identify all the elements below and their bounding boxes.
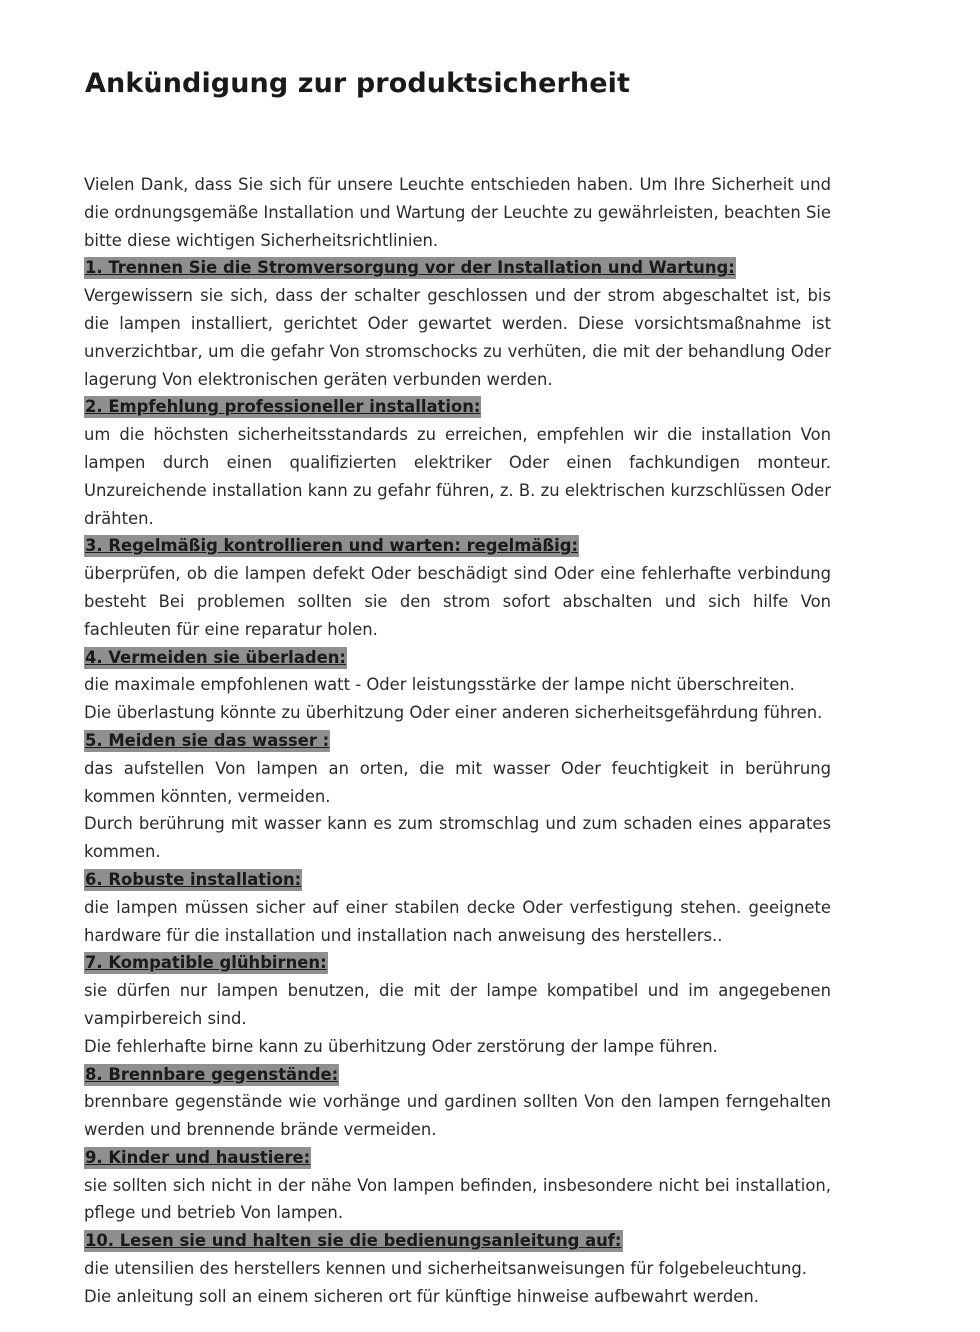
- section-paragraph: Die fehlerhafte birne kann zu überhitzung Oder zerstörung der lampe führen.: [84, 1036, 718, 1056]
- section-heading: 1. Trennen Sie die Stromversorgung vor der Installation und Wartung:: [85, 258, 735, 278]
- section-paragraph: überprüfen, ob die lampen defekt Oder beschädigt sind Oder eine fehlerhafte verbindung besteht Bei problemen sollten sie den strom sofort abschalten und sich hilfe Von fachleuten für eine reparatur holen.: [84, 564, 831, 639]
- section-heading: 2. Empfehlung professioneller installation:: [85, 397, 481, 417]
- section-4: [84, 644, 831, 727]
- section-heading: 3. Regelmäßig kontrollieren und warten: regelmäßig:: [85, 536, 579, 556]
- section-heading: 8. Brennbare gegenstände:: [85, 1064, 339, 1084]
- section-paragraph: brennbare gegenstände wie vorhänge und gardinen sollten Von den lampen ferngehalten werden und brennende brände vermeiden.: [84, 1092, 831, 1140]
- section-paragraph: sie dürfen nur lampen benutzen, die mit der lampe kompatibel und im angegebenen vampirbereich sind.: [84, 981, 831, 1028]
- section-paragraph: Durch berührung mit wasser kann es zum stromschlag und zum schaden eines apparates kommen.: [84, 814, 831, 862]
- section-heading: 7. Kompatible glühbirnen:: [85, 953, 327, 973]
- section-heading: 10. Lesen sie und halten sie die bedienungsanleitung auf:: [85, 1231, 622, 1251]
- section-paragraph: Vergewissern sie sich, dass der schalter geschlossen und der strom abgeschaltet ist, bis die lampen installiert, gerichtet Oder gewartet werden. Diese vorsichtsmaßnahme ist unverzichtbar, um die gefahr Von stromschocks zu verhüten, die mit der behandlung Oder lagerung Von elektronischen geräten verbunden werden.: [84, 286, 831, 389]
- section-heading: 9. Kinder und haustiere:: [85, 1147, 311, 1167]
- section-paragraph: sie sollten sich nicht in der nähe Von lampen befinden, insbesondere nicht bei installation, pflege und betrieb Von lampen.: [84, 1175, 831, 1223]
- section-1: [84, 254, 831, 393]
- section-10: [84, 1227, 831, 1310]
- document-body: [84, 171, 831, 1311]
- section-7: [84, 949, 831, 1060]
- section-paragraph: die lampen müssen sicher auf einer stabilen decke Oder verfestigung stehen. geeignete hardware für die installation und installation nach anweisung des herstellers..: [84, 897, 831, 945]
- section-5: [84, 727, 831, 866]
- section-9: [84, 1144, 831, 1227]
- section-8: [84, 1061, 831, 1144]
- section-paragraph: die maximale empfohlenen watt - Oder leistungsstärke der lampe nicht überschreiten.: [84, 675, 795, 695]
- document-title: Ankündigung zur produktsicherheit: [85, 68, 631, 99]
- section-paragraph: das aufstellen Von lampen an orten, die mit wasser Oder feuchtigkeit in berührung kommen könnten, vermeiden.: [84, 758, 831, 806]
- section-heading: 4. Vermeiden sie überladen:: [85, 647, 346, 667]
- section-heading: 5. Meiden sie das wasser :: [85, 730, 330, 750]
- section-6: [84, 866, 831, 949]
- section-heading: 6. Robuste installation:: [85, 869, 302, 889]
- intro-paragraph: Vielen Dank, dass Sie sich für unsere Leuchte entschieden haben. Um Ihre Sicherheit und die ordnungsgemäße Installation und Wartung der Leuchte zu gewährleisten, beachten Sie bitte diese wichtigen Sicherheitsrichtlinien.: [84, 175, 831, 250]
- section-paragraph: um die höchsten sicherheitsstandards zu erreichen, empfehlen wir die installation Von lampen durch einen qualifizierten elektriker Oder einen fachkundigen monteur. Unzureichende installation kann zu gefahr führen, z. B. zu elektrischen kurzschlüssen Oder drähten.: [84, 425, 831, 528]
- section-2: [84, 393, 831, 532]
- section-paragraph: Die anleitung soll an einem sicheren ort für künftige hinweise aufbewahrt werden.: [84, 1286, 759, 1306]
- section-3: [84, 532, 831, 643]
- section-paragraph: die utensilien des herstellers kennen und sicherheitsanweisungen für folgebeleuchtung.: [84, 1259, 808, 1279]
- section-paragraph: Die überlastung könnte zu überhitzung Oder einer anderen sicherheitsgefährdung führen.: [84, 703, 823, 723]
